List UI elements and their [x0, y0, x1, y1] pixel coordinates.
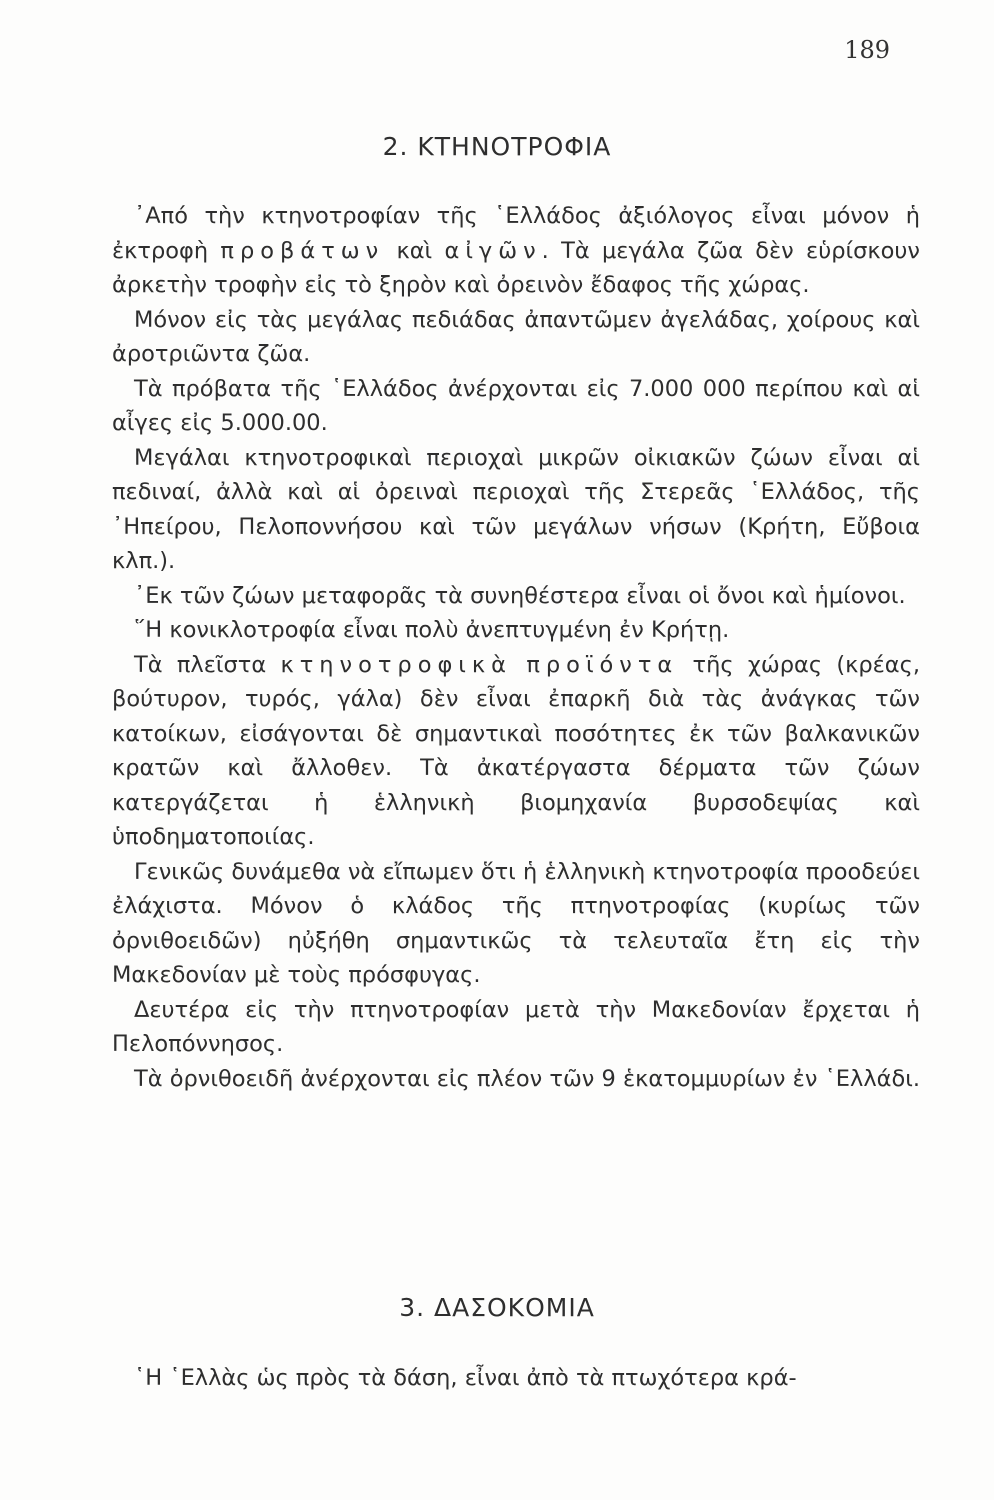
paragraph: Μόνον εἰς τὰς μεγάλας πεδιάδας ἀπαντῶμεν ἀγελάδας, χοίρους καὶ ἀροτριῶντα ζῶα.	[112, 306, 920, 367]
spaced-emphasis: προβάτων	[220, 237, 385, 264]
paragraph-text: καὶ	[384, 237, 445, 264]
paragraph: Γενικῶς δυνάμεθα νὰ εἴπωμεν ὅτι ἡ ἑλληνικὴ κτηνοτροφία προοδεύει ἐλάχιστα. Μόνον ὁ κλάδος τῆς πτηνοτροφίας (κυρίως τῶν ὀρνιθοειδῶν) ηὐξήθη σημαντικῶς τὰ τελευταῖα ἔτη εἰς τὴν Μακεδονίαν μὲ τοὺς πρόσφυγας.	[112, 858, 920, 988]
paragraph	[112, 199, 920, 303]
paragraph: ῞Η κονικλοτροφία εἶναι πολὺ ἀνεπτυγμένη ἐν Κρήτῃ.	[134, 617, 730, 643]
paragraph	[112, 648, 920, 855]
paragraph: Τὰ ὀρνιθοειδῆ ἀνέρχονται εἰς πλέον τῶν 9 ἑκατομμυρίων ἐν ῾Ελλάδι.	[134, 1065, 920, 1092]
paragraph-text: Τὰ πλεῖστα	[134, 651, 281, 678]
section-title-forestry: 3. ΔΑΣΟΚΟΜΙΑ	[399, 1293, 595, 1322]
spaced-emphasis: κτηνοτροφικὰ	[280, 651, 513, 678]
paragraph: Μεγάλαι κτηνοτροφικαὶ περιοχαὶ μικρῶν οἰκιακῶν ζώων εἶναι αἱ πεδιναί, ἀλλὰ καὶ αἱ ὀρειναὶ περιοχαὶ τῆς Στερεᾶς ῾Ελλάδος, τῆς ᾿Ηπείρου, Πελοποννήσου καὶ τῶν μεγάλων νήσων (Κρήτη, Εὔβοια κλπ.).	[112, 444, 920, 574]
section-body-livestock	[112, 199, 920, 1096]
paragraph-text: τῆς χώρας (κρέας, βούτυρον, τυρός, γάλα) δὲν εἶναι ἐπαρκῆ διὰ τὰς ἀνάγκας τῶν κατοίκων, εἰσάγονται δὲ σημαντικαὶ ποσότητες ἐκ τῶν βαλκανικῶν κρατῶν καὶ ἄλλοθεν. Τὰ ἀκατέργαστα δέρματα τῶν ζώων κατεργάζεται ἡ ἑλληνικὴ βιομηχανία βυρσοδεψίας καὶ ὑποδηματοποιίας.	[112, 651, 921, 850]
paragraph: ᾿Εκ τῶν ζώων μεταφορᾶς τὰ συνηθέστερα εἶναι οἱ ὄνοι καὶ ἡμίονοι.	[134, 582, 906, 609]
paragraph: Τὰ πρόβατα τῆς ῾Ελλάδος ἀνέρχονται εἰς 7.000 000 περίπου καὶ αἱ αἶγες εἰς 5.000.00.	[112, 375, 920, 436]
paragraph: ῾Η ῾Ελλὰς ὡς πρὸς τὰ δάση, εἶναι ἀπὸ τὰ πτωχότερα κρά-	[134, 1365, 797, 1391]
spaced-emphasis: αἰγῶν	[444, 237, 542, 264]
paragraph-text: . Τὰ μεγάλα ζῶα δὲν εὑρίσκουν ἀρκετὴν τροφὴν εἰς τὸ ξηρὸν καὶ ὀρεινὸν ἔδαφος τῆς χώρας.	[112, 237, 920, 298]
section-title-livestock: 2. ΚΤΗΝΟΤΡΟΦΙΑ	[382, 132, 612, 161]
paragraph-text	[512, 652, 526, 678]
paragraph-text: ᾿Από τὴν κτηνοτροφίαν τῆς ῾Ελλάδος ἀξιόλογος εἶναι μόνον ἡ ἐκτροφὴ	[112, 203, 920, 264]
spaced-emphasis: προϊόντα	[526, 651, 679, 678]
section-body-forestry	[112, 1361, 920, 1396]
paragraph: Δευτέρα εἰς τὴν πτηνοτροφίαν μετὰ τὴν Μακεδονίαν ἔρχεται ἡ Πελοπόννησος.	[112, 996, 920, 1057]
page-number: 189	[844, 36, 890, 64]
